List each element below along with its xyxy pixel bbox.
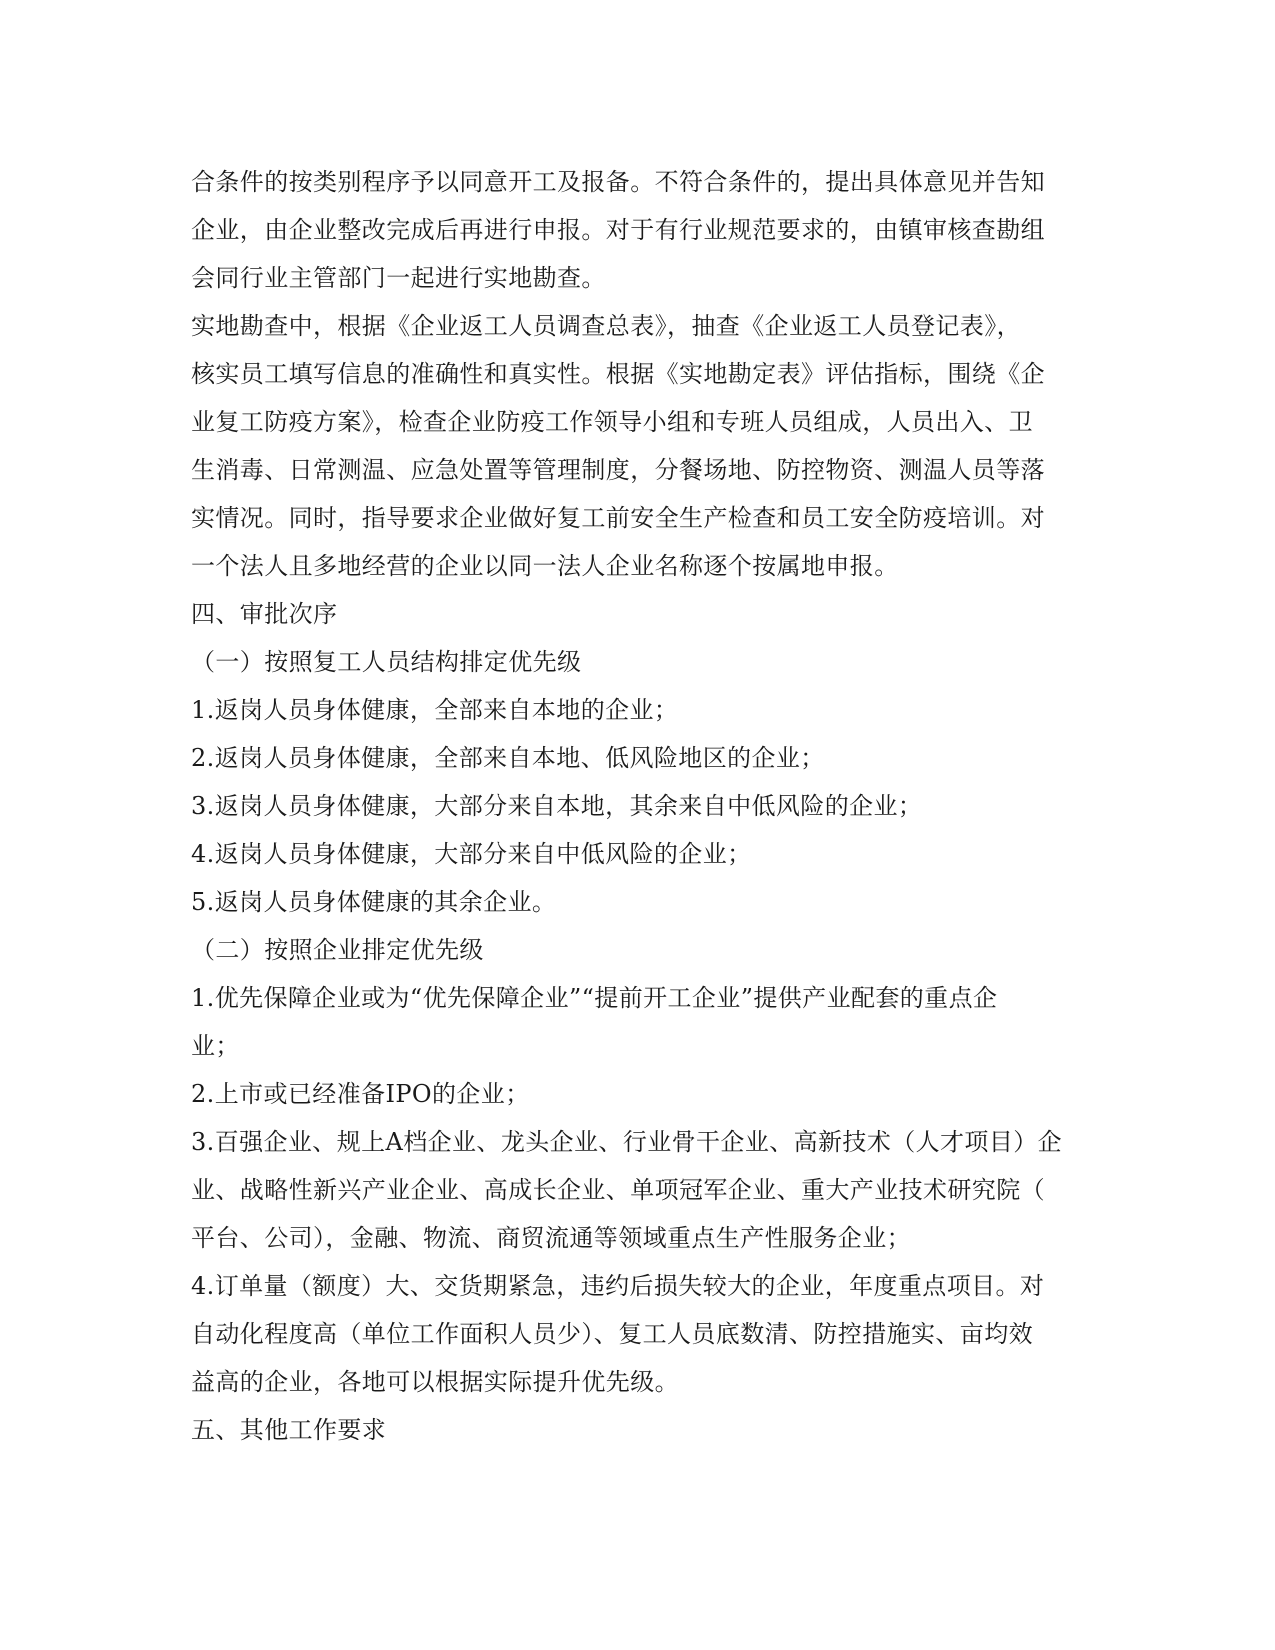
list-item-continuation: 业、战略性新兴产业企业、高成长企业、单项冠军企业、重大产业技术研究院（ [191, 1176, 1045, 1204]
section-heading: 四、审批次序 [191, 600, 338, 628]
list-item-continuation: 益高的企业，各地可以根据实际提升优先级。 [191, 1368, 679, 1396]
paragraph-line: 业复工防疫方案》，检查企业防疫工作领导小组和专班人员组成，人员出入、卫 [191, 408, 1033, 436]
paragraph-line: 会同行业主管部门一起进行实地勘查。 [191, 264, 606, 292]
section-heading: 五、其他工作要求 [191, 1416, 387, 1444]
paragraph-line: 一个法人且多地经营的企业以同一法人企业名称逐个按属地申报。 [191, 552, 899, 580]
list-item: 2.返岗人员身体健康，全部来自本地、低风险地区的企业； [191, 744, 825, 772]
list-item: 3.返岗人员身体健康，大部分来自本地，其余来自中低风险的企业； [191, 792, 923, 820]
paragraph-line: 核实员工填写信息的准确性和真实性。根据《实地勘定表》评估指标，围绕《企 [191, 360, 1045, 388]
paragraph-line: 合条件的按类别程序予以同意开工及报备。不符合条件的，提出具体意见并告知 [191, 168, 1045, 196]
paragraph-line: 实地勘查中，根据《企业返工人员调查总表》，抽查《企业返工人员登记表》， [191, 312, 1021, 340]
list-item: 1.优先保障企业或为“优先保障企业”“提前开工企业”提供产业配套的重点企 [191, 984, 998, 1012]
list-item: 3.百强企业、规上A档企业、龙头企业、行业骨干企业、高新技术（人才项目）企 [191, 1128, 1063, 1156]
paragraph-line: 实情况。同时，指导要求企业做好复工前安全生产检查和员工安全防疫培训。对 [191, 504, 1045, 532]
subsection-heading: （一）按照复工人员结构排定优先级 [191, 648, 582, 676]
list-item-continuation: 业； [191, 1032, 240, 1060]
list-item: 5.返岗人员身体健康的其余企业。 [191, 888, 557, 916]
list-item: 2.上市或已经准备IPO的企业； [191, 1080, 530, 1108]
subsection-heading: （二）按照企业排定优先级 [191, 936, 484, 964]
paragraph-line: 企业，由企业整改完成后再进行申报。对于有行业规范要求的，由镇审核查勘组 [191, 216, 1045, 244]
document-body [191, 158, 1071, 1454]
list-item-continuation: 自动化程度高（单位工作面积人员少）、复工人员底数清、防控措施实、亩均效 [191, 1320, 1033, 1348]
list-item: 4.订单量（额度）大、交货期紧急，违约后损失较大的企业，年度重点项目。对 [191, 1272, 1045, 1300]
paragraph-line: 生消毒、日常测温、应急处置等管理制度，分餐场地、防控物资、测温人员等落 [191, 456, 1045, 484]
list-item-continuation: 平台、公司），金融、物流、商贸流通等领域重点生产性服务企业； [191, 1224, 911, 1252]
list-item: 1.返岗人员身体健康，全部来自本地的企业； [191, 696, 679, 724]
list-item: 4.返岗人员身体健康，大部分来自中低风险的企业； [191, 840, 752, 868]
